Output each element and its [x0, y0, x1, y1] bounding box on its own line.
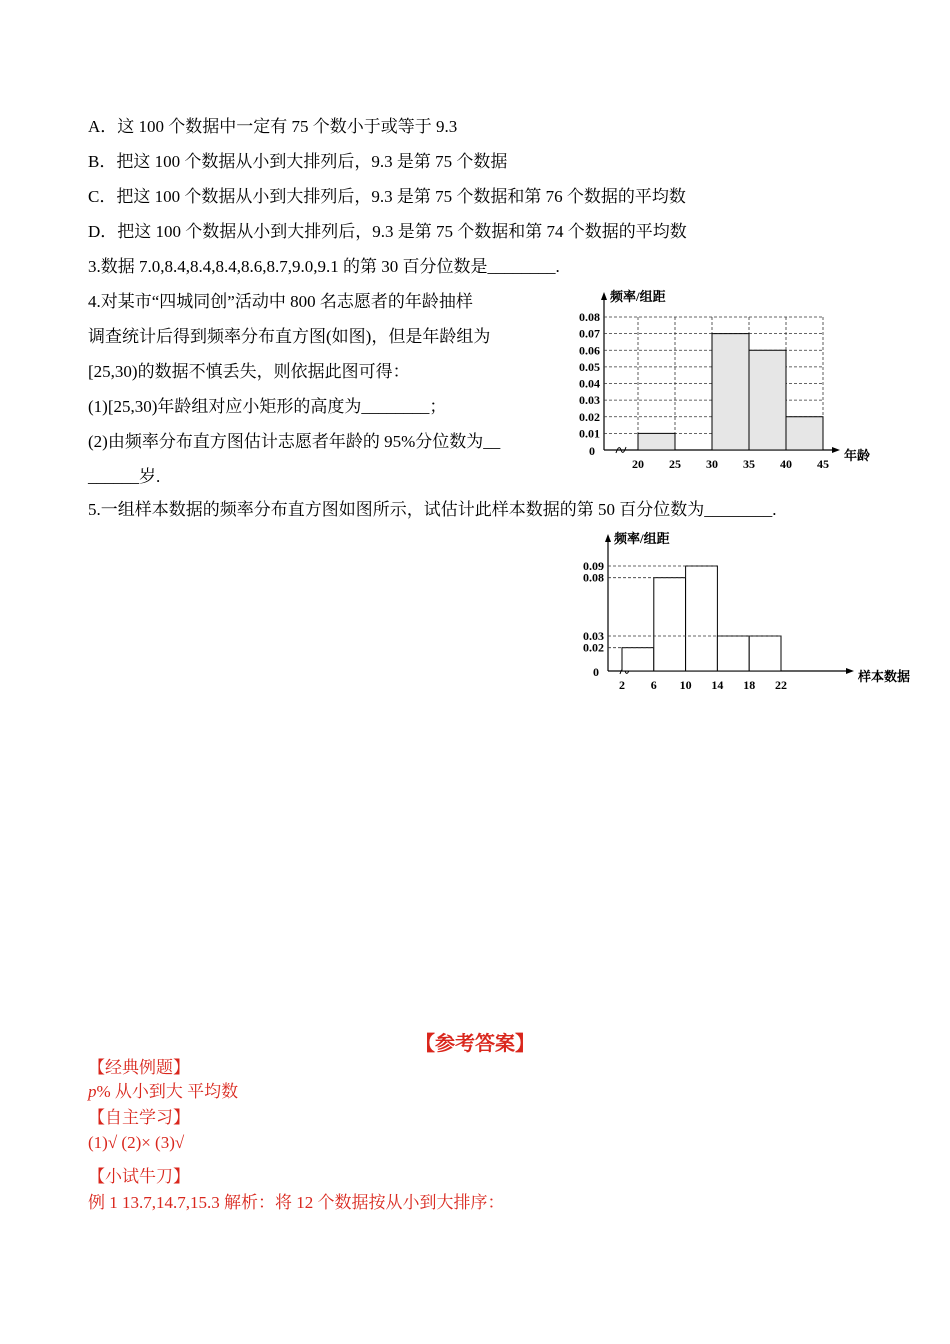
- option-c: C．把这 100 个数据从小到大排列后，9.3 是第 75 个数据和第 76 个数据的平均数: [88, 187, 686, 206]
- answer-line-3: 例 1 13.7,14.7,15.3 解析：将 12 个数据按从小到大排序：: [88, 1193, 505, 1212]
- y-axis-label: 频率/组距: [610, 289, 666, 304]
- origin-label: 0: [593, 665, 599, 679]
- option-a: A．这 100 个数据中一定有 75 个数小于或等于 9.3: [88, 117, 458, 136]
- answer-line-1: [88, 1081, 238, 1103]
- histogram-bar: [712, 334, 749, 450]
- y-tick-label: 0.01: [579, 426, 600, 441]
- x-tick-label: 18: [743, 678, 756, 692]
- question-3: 3.数据 7.0,8.4,8.4,8.4,8.6,8.7,9.0,9.1 的第 30 百分位数是________.: [88, 257, 560, 276]
- x-axis-arrow: [846, 668, 854, 674]
- x-tick-label: 30: [706, 457, 718, 471]
- y-tick-label: 0.05: [579, 359, 600, 374]
- y-tick-label: 0.03: [579, 393, 600, 408]
- x-tick-label: 40: [780, 457, 792, 471]
- answer-line-1-rest: % 从小到大 平均数: [96, 1082, 239, 1101]
- answer-section-1: 【经典例题】: [88, 1058, 190, 1077]
- x-tick-label: 45: [817, 457, 829, 471]
- option-d: D．把这 100 个数据从小到大排列后，9.3 是第 75 个数据和第 74 个数据的平均数: [88, 222, 687, 241]
- y-tick-label: 0.07: [579, 326, 600, 341]
- x-axis-label: 样本数据: [858, 669, 911, 684]
- y-tick-label: 0.08: [579, 310, 600, 324]
- question-4-line: 4.对某市“四城同创”活动中 800 名志愿者的年龄抽样: [88, 292, 473, 311]
- y-axis-arrow: [605, 534, 611, 542]
- y-axis-label: 频率/组距: [614, 531, 670, 546]
- x-axis-arrow: [832, 447, 840, 453]
- histogram-bar: [686, 566, 718, 671]
- x-tick-label: 20: [632, 457, 644, 471]
- x-tick-label: 22: [775, 678, 787, 692]
- answer-title: 【参考答案】: [415, 1033, 535, 1055]
- x-tick-label: 14: [711, 678, 724, 692]
- histogram-bar: [749, 636, 781, 671]
- y-tick-label: 0.02: [579, 409, 600, 424]
- y-tick-label: 0.09: [583, 559, 604, 573]
- sample-histogram: [576, 530, 911, 695]
- x-tick-label: 35: [743, 457, 755, 471]
- question-4-line: [25,30)的数据不慎丢失，则依据此图可得：: [88, 362, 410, 381]
- axis-break: [616, 447, 626, 453]
- answer-line-2: (1)√ (2)× (3)√: [88, 1133, 185, 1152]
- origin-label: 0: [589, 444, 595, 458]
- option-b: B．把这 100 个数据从小到大排列后，9.3 是第 75 个数据: [88, 152, 508, 171]
- question-4-line: (2)由频率分布直方图估计志愿者年龄的 95%分位数为__: [88, 432, 501, 451]
- question-4-line: ______岁.: [88, 467, 161, 486]
- age-histogram: [566, 286, 876, 476]
- y-tick-label: 0.03: [583, 629, 604, 643]
- histogram-bar: [749, 350, 786, 450]
- y-axis-arrow: [601, 292, 607, 300]
- x-tick-label: 25: [669, 457, 681, 471]
- y-tick-label: 0.08: [583, 570, 604, 585]
- histogram-bar: [622, 648, 654, 671]
- question-4-line: 调查统计后得到频率分布直方图(如图)，但是年龄组为: [88, 327, 491, 346]
- x-tick-label: 6: [650, 678, 657, 692]
- x-axis-label: 年龄: [844, 448, 871, 463]
- histogram-bar: [638, 433, 675, 450]
- histogram-bar: [786, 417, 823, 450]
- answer-section-3: 【小试牛刀】: [88, 1167, 190, 1186]
- question-4-line: (1)[25,30)年龄组对应小矩形的高度为________；: [88, 397, 447, 416]
- x-tick-label: 10: [679, 678, 692, 692]
- histogram-bar: [654, 578, 686, 671]
- y-tick-label: 0.04: [579, 376, 600, 391]
- y-tick-label: 0.02: [583, 640, 604, 655]
- y-tick-label: 0.06: [579, 343, 600, 358]
- answer-line-1-p: p: [88, 1082, 97, 1101]
- x-tick-label: 2: [619, 678, 625, 692]
- question-5: 5.一组样本数据的频率分布直方图如图所示，试估计此样本数据的第 50 百分位数为________.: [88, 500, 777, 519]
- answer-section-2: 【自主学习】: [88, 1108, 190, 1127]
- histogram-bar: [717, 636, 749, 671]
